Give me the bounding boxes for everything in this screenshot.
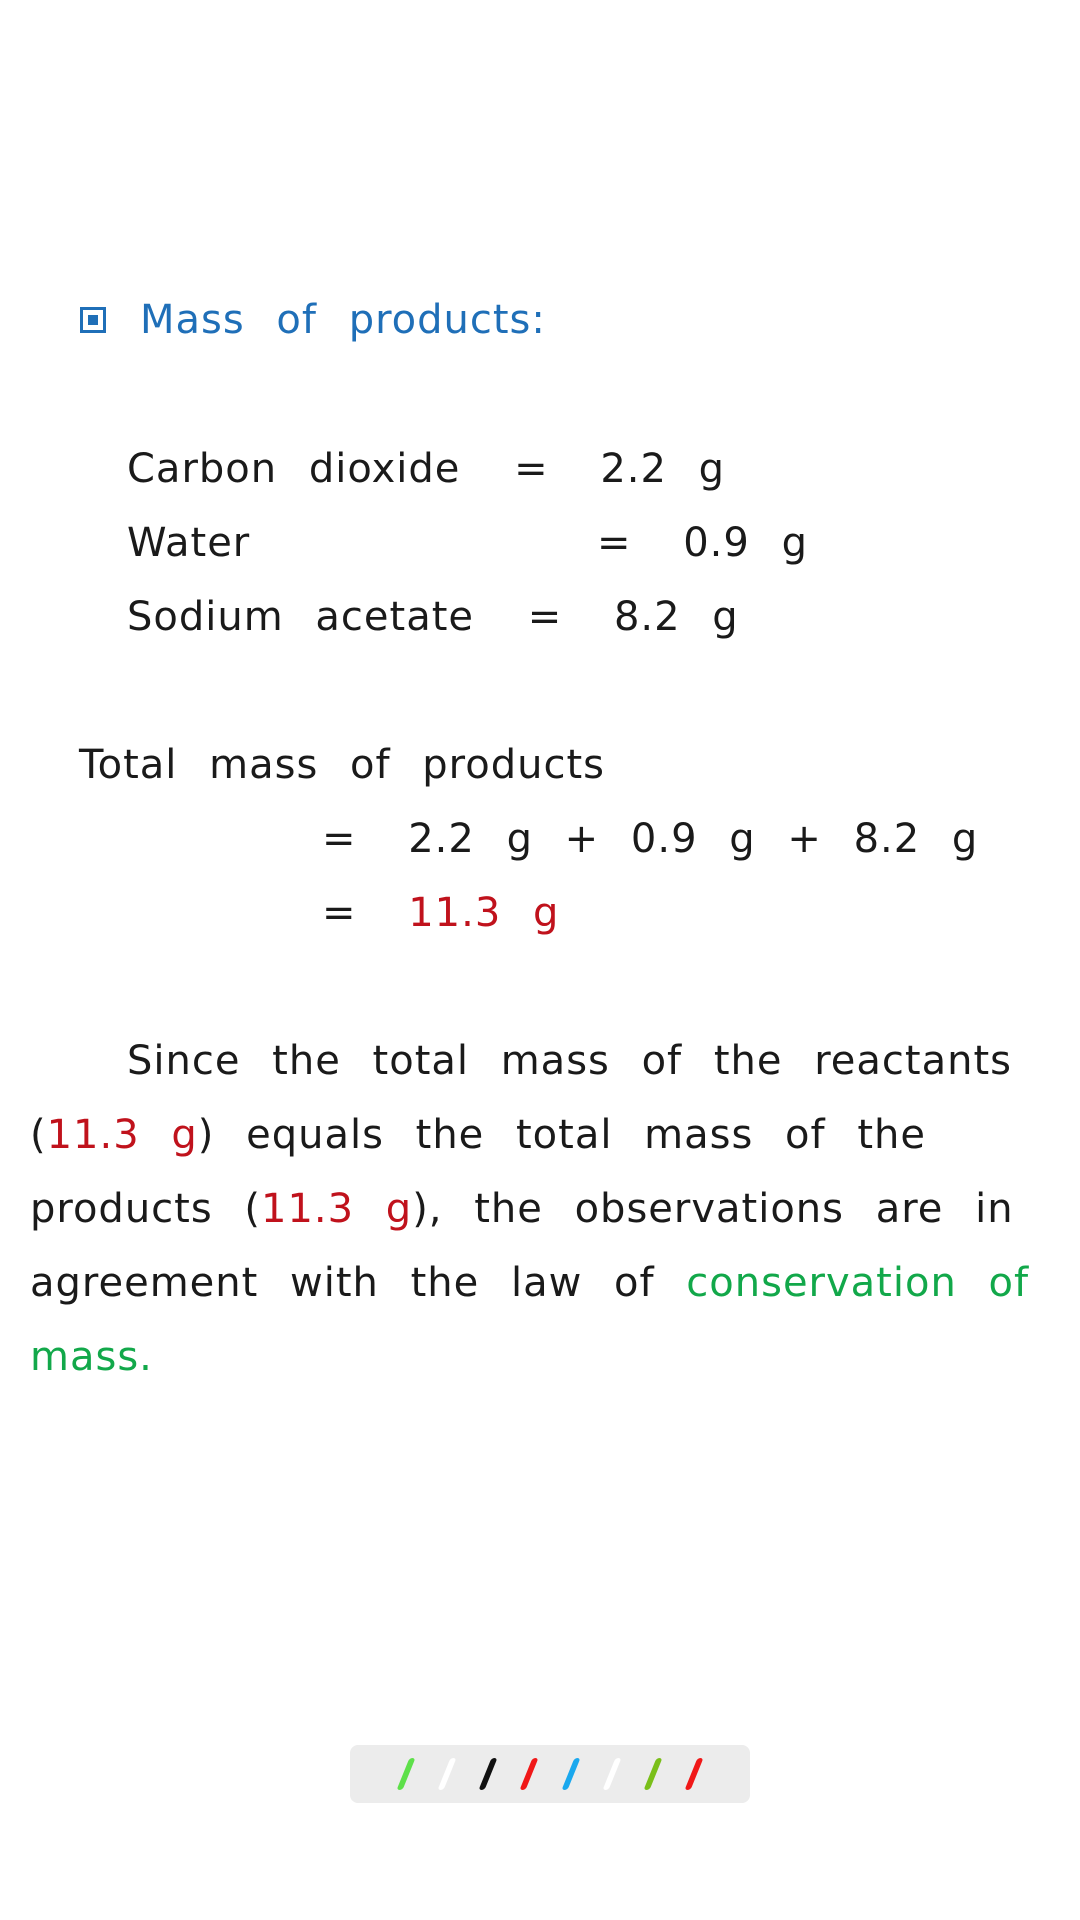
close-paren: )	[197, 1112, 215, 1158]
conclusion-line-2	[30, 1112, 926, 1158]
total-title: Total mass of products	[79, 742, 605, 788]
white-pen-icon-2[interactable]	[602, 1758, 621, 1790]
product-value: 8.2 g	[613, 594, 739, 640]
white-pen-icon[interactable]	[438, 1758, 457, 1790]
square-bullet-icon	[80, 307, 106, 333]
equals-sign: =	[527, 594, 563, 640]
product-row-sodium-acetate	[127, 594, 739, 640]
open-paren: (	[30, 1112, 47, 1158]
product-name: Carbon dioxide	[127, 446, 461, 492]
conclusion-line-5: mass.	[30, 1334, 153, 1380]
conclusion-line-3	[30, 1186, 1014, 1232]
total-result-value: 11.3 g	[408, 890, 560, 936]
section-heading	[80, 297, 546, 343]
product-name: Water	[127, 520, 251, 566]
conclusion-line-1: Since the total mass of the reactants	[127, 1038, 1012, 1084]
products-mass-value: 11.3 g	[261, 1186, 413, 1232]
total-sum-line	[322, 816, 979, 862]
product-row-carbon-dioxide	[127, 446, 726, 492]
equals-sign: =	[322, 816, 357, 862]
conclusion-text: ), the observations are in	[412, 1186, 1014, 1232]
law-highlight: conservation of	[686, 1260, 1030, 1306]
product-row-water	[127, 520, 808, 566]
product-value: 0.9 g	[683, 520, 808, 566]
conclusion-text: equals the total mass of the	[246, 1112, 926, 1158]
conclusion-text: products (	[30, 1186, 262, 1232]
green-pen-icon[interactable]	[397, 1758, 416, 1790]
pen-color-toolbar	[350, 1745, 750, 1803]
sum-expression: 2.2 g + 0.9 g + 8.2 g	[408, 816, 979, 862]
blue-pen-icon[interactable]	[561, 1758, 580, 1790]
heading-text: Mass of products:	[140, 297, 546, 343]
red-pen-icon[interactable]	[520, 1758, 539, 1790]
conclusion-text: agreement with the law of	[30, 1260, 655, 1306]
equals-sign: = 0.9 g	[597, 520, 808, 566]
conclusion-line-4	[30, 1260, 1030, 1306]
equals-sign: =	[514, 446, 549, 492]
product-name: Sodium acetate	[127, 594, 474, 640]
reactants-mass-value: 11.3 g	[46, 1112, 198, 1158]
product-value: 2.2 g	[600, 446, 726, 492]
olive-green-pen-icon[interactable]	[643, 1758, 662, 1790]
total-result-line	[322, 890, 560, 936]
black-pen-icon[interactable]	[479, 1758, 498, 1790]
red-pen-icon-2[interactable]	[684, 1758, 703, 1790]
equals-sign: =	[322, 890, 357, 936]
